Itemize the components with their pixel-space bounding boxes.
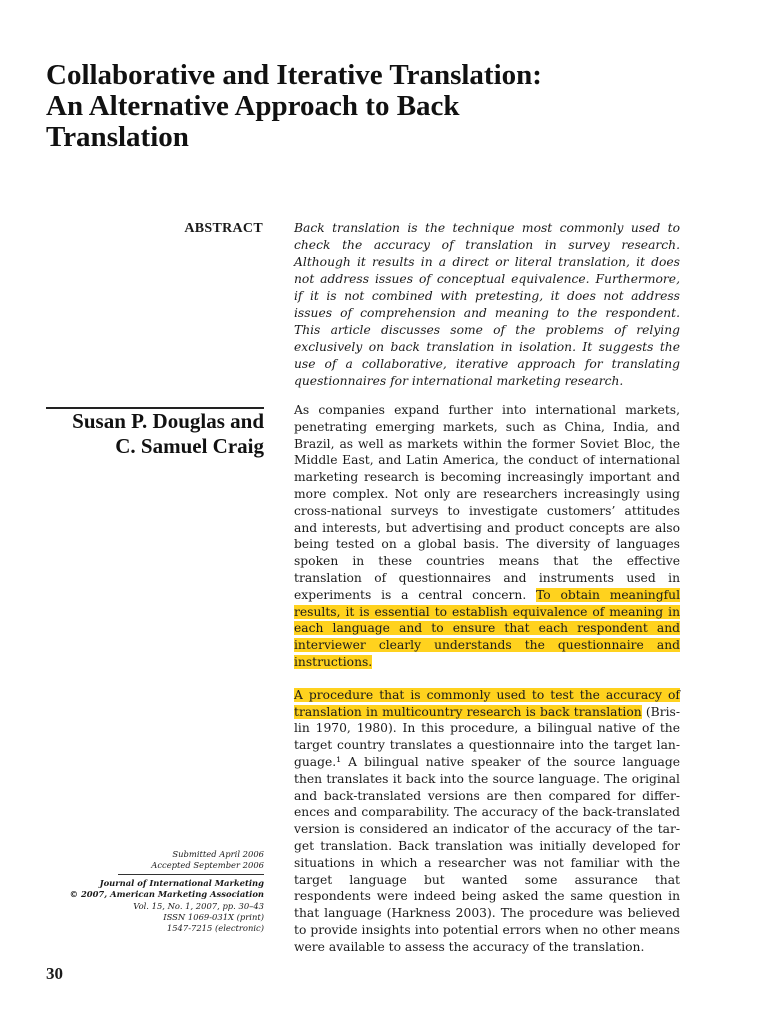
page-number: 30 [46, 964, 63, 983]
body-paragraph [294, 687, 680, 956]
title-line: Collaborative and Iterative Translation: [46, 59, 542, 91]
publication-info [60, 849, 264, 935]
highlighted-text: To obtain meaningful results, it is essential to establish equivalence of meaning in each language and to ensure that each respondent and interviewer clearly understands the questionnaire and instructions. [294, 587, 681, 669]
title-line: Translation [46, 121, 189, 153]
volume-info: Vol. 15, No. 1, 2007, pp. 30–43 [133, 900, 264, 911]
body-text [294, 402, 680, 972]
body-paragraph [294, 402, 680, 671]
abstract-text: Back translation is the technique most commonly used to check the accuracy of translation in survey research. Although it results in a direct or literal translation, it does not address issues of conceptual equivalence. Furthermore, if it is not combined with pretesting, it does not address issues of comprehension and meaning to the respondent. This article discusses some of the problems of relying exclusively on back translation in isolation. It suggests the use of a collaborative, iterative approach for translating questionnaires for international marketing research. [294, 221, 680, 388]
author-line: C. Samuel Craig [115, 434, 264, 458]
meta-divider [118, 874, 264, 875]
accepted-date: Accepted September 2006 [151, 860, 264, 871]
paragraph-text: As companies expand further into international markets, penetrating emerging markets, such as China, India, and Brazil, as well as markets within the former Soviet Bloc, the Middle East, and Latin America, the conduct of international marketing research is becoming increasingly important and more complex. Not only are researchers increasingly using cross-national surveys to investigate customers’ attitudes and interests, but advertising and product concepts are also being tested on a global basis. The diversity of languages spoken in these countries means that the effective translation of questionnaires and instruments used in experiments is a central concern. [294, 403, 680, 602]
copyright-line: © 2007, American Marketing Association [69, 889, 264, 900]
author-names [46, 409, 264, 459]
issn-print: ISSN 1069-031X (print) [163, 912, 264, 923]
submitted-date: Submitted April 2006 [172, 849, 264, 859]
issn-electronic: 1547-7215 (electronic) [166, 923, 264, 934]
article-title [46, 60, 726, 153]
journal-name: Journal of International Marketing [99, 877, 264, 888]
abstract-label: ABSTRACT [184, 221, 263, 236]
author-line: Susan P. Douglas and [72, 409, 264, 433]
title-line: An Alternative Approach to Back [46, 90, 460, 122]
highlighted-text: A procedure that is commonly used to test the accuracy of translation in multicountry research is back translation [294, 687, 680, 719]
paragraph-text: (Brislin 1970, 1980). In this procedure, a bilingual native of the target country translates a questionnaire into the target language.¹ A bilingual native speaker of the source language then translates it back into the source language. The original and back-translated versions are then compared for differences and comparability. The accuracy of the back-translated version is considered an indicator of the accuracy of the target translation. Back translation was initially developed for situations in which a researcher was not familiar with the target language but wanted some assurance that respondents were indeed being asked the same question in that language (Harkness 2003). The procedure was believed to provide insights into potential errors when no other means were available to assess the accuracy of the translation. [294, 704, 680, 954]
